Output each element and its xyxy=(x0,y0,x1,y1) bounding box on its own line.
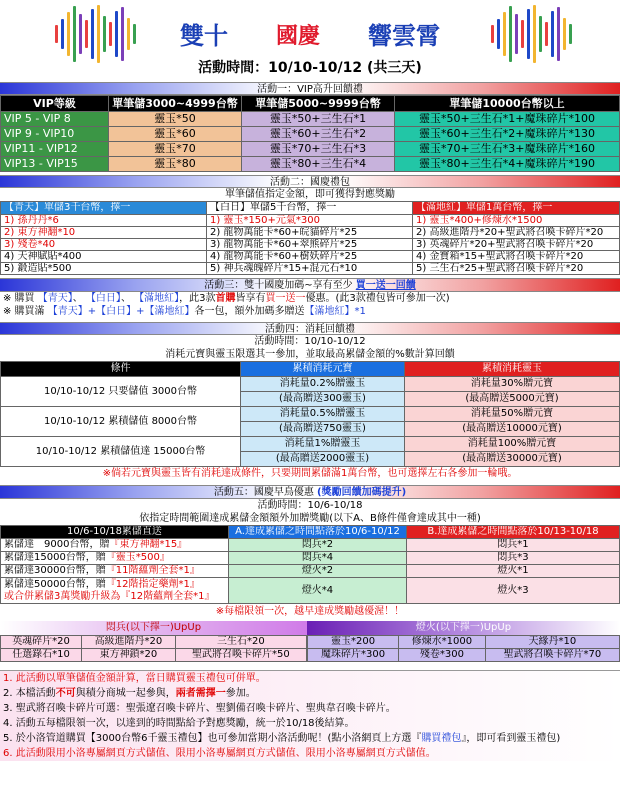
decorative-bar xyxy=(551,11,554,57)
vip-table xyxy=(0,95,620,172)
early-cond-reward: 『東方神翻*15』 xyxy=(109,539,188,550)
table-row xyxy=(1,552,620,565)
decorative-bar xyxy=(61,19,64,49)
consume-b1: 消耗量50%贈元寶 xyxy=(405,407,620,422)
pick-item: 任選錄石*10 xyxy=(1,649,82,662)
decorative-bar xyxy=(497,19,500,49)
table-row xyxy=(1,636,307,649)
note-5 xyxy=(0,731,620,746)
decorative-bar xyxy=(545,22,548,46)
consume-header-row xyxy=(1,362,620,377)
a3-line1-mid2: 皆享有 xyxy=(235,293,266,304)
early-cond xyxy=(1,565,229,578)
a3-line1-post: 優惠。(此3款禮包皆可參加一次) xyxy=(305,293,450,304)
early-cond-upgrade: 或合併累儲3萬獎勵升級為『12階蘊劑全套*1』 xyxy=(4,590,215,602)
decorative-bar xyxy=(85,20,88,48)
vip-level: VIP 5 - VIP 8 xyxy=(1,112,109,127)
note-5-post: 』，即可看到靈玉禮包) xyxy=(461,733,561,744)
pick-item: 聖武將召喚卡碎片*50 xyxy=(175,649,306,662)
table-row xyxy=(1,112,620,127)
pack-item: 5) 三生石*25+聖武將召喚卡碎片*20 xyxy=(413,263,620,275)
early-cond xyxy=(1,539,229,552)
vip-reward-b: 靈玉*80+三生石*4 xyxy=(242,157,395,172)
a4-heading: 活動四：消耗回饋禮 xyxy=(0,322,620,335)
a3-line-1: ※ 購買 【青天】、 【白日】、 【滿地紅】，此3款首購皆享有買一送一優惠。(此3款禮包皆可參加一次) xyxy=(0,292,620,305)
pack-item: 2) 高級進階丹*20+聖武將召喚卡碎片*20 xyxy=(413,227,620,239)
pick-right-head: 燈火(以下擇一)UpUp xyxy=(307,621,620,635)
decorative-bar xyxy=(563,18,566,50)
table-row xyxy=(1,539,620,552)
vip-header-tier-b: 單筆儲5000~9999台幣 xyxy=(242,96,395,112)
title-part-a: 雙十 xyxy=(180,22,228,50)
vip-reward-a: 靈玉*60 xyxy=(109,127,242,142)
vip-header-row xyxy=(1,96,620,112)
decorative-bar xyxy=(121,7,124,61)
early-cond-pre: 累儲達15000台幣，贈 xyxy=(4,552,106,563)
header-banner xyxy=(0,0,620,82)
a3-line2-mid: 各一包，額外加碼多贈送 xyxy=(194,306,305,317)
vip-header-tier-a: 單筆儲3000~4999台幣 xyxy=(109,96,242,112)
decorative-bar xyxy=(557,7,560,61)
early-cond-pre: 累儲達50000台幣，贈 xyxy=(4,578,106,590)
a3-pack-qingtian: 【青天】 xyxy=(37,293,73,304)
table-row xyxy=(308,649,620,662)
early-cond-pre: 累儲達 9000台幣，贈 xyxy=(4,539,110,550)
consume-b2: (最高贈送30000元寶) xyxy=(405,452,620,467)
a5-note: ※每檔限領一次，越早達成獎勵越優渥！！ xyxy=(0,604,620,619)
note-4: 4. 活動五每檔限領一次，以達到的時間點給予對應獎勵，統一於10/18後結算。 xyxy=(3,718,355,729)
early-reward-a: 悶兵*4 xyxy=(229,552,407,565)
pick-right-panel xyxy=(307,621,620,662)
note-2 xyxy=(0,686,620,701)
pick-item: 聖武將召喚卡碎片*70 xyxy=(485,649,619,662)
pick-item: 殘卷*300 xyxy=(399,649,486,662)
decorative-bars-left xyxy=(50,4,140,64)
pick-item: 英魂碎片*20 xyxy=(1,636,82,649)
consume-b2: (最高贈送10000元寶) xyxy=(405,422,620,437)
consume-b2: (最高贈送5000元寶) xyxy=(405,392,620,407)
a3-line1-first: 首購 xyxy=(215,293,236,304)
consume-cond: 10/10-10/12 累積儲值 8000台幣 xyxy=(1,407,241,437)
pack-item: 5) 神兵魂魄碎片*15+混元石*10 xyxy=(207,263,413,275)
decorative-bar xyxy=(133,24,136,44)
pack-qingtian-head: 【青天】單儲3千台幣，擇一 xyxy=(1,202,207,215)
a4-note: ※倘若元寶與靈玉皆有消耗達成條件，只要期間累儲滿1萬台幣，也可選擇左右各參加一輪哦。 xyxy=(0,467,620,481)
a2-subtitle: 單筆儲值指定金額，即可獲得對應獎勵 xyxy=(0,188,620,201)
decorative-bar xyxy=(533,5,536,63)
pick-item: 天緣丹*10 xyxy=(485,636,619,649)
early-reward-a: 悶兵*2 xyxy=(229,539,407,552)
decorative-bar xyxy=(79,14,82,54)
a2-heading: 活動二：國慶禮包 xyxy=(0,175,620,188)
consume-a2: (最高贈送2000靈玉) xyxy=(241,452,405,467)
consume-a1: 消耗量1%贈靈玉 xyxy=(241,437,405,452)
table-row xyxy=(1,578,620,604)
pick-item: 魔珠碎片*300 xyxy=(308,649,399,662)
early-reward-a: 燈火*2 xyxy=(229,565,407,578)
event-date: 活動時間：10/10-10/12 (共三天) xyxy=(198,60,422,76)
pick-left-head: 悶兵(以下擇一)UpUp xyxy=(0,621,307,635)
a1-heading: 活動一：VIP高升回饋禮 xyxy=(0,82,620,95)
pack-item: 1) 孫丹丹*6 xyxy=(1,215,207,227)
consume-a1: 消耗量0.2%贈靈玉 xyxy=(241,377,405,392)
decorative-bar xyxy=(527,9,530,59)
early-reward-b: 燈火*1 xyxy=(407,565,620,578)
a5-subtitle: 依指定時間範圍達成累儲金額額外加贈獎勵(以下A、B條件僅會達成其中一種) xyxy=(0,512,620,525)
decorative-bar xyxy=(91,9,94,59)
early-cond xyxy=(1,578,229,604)
table-row xyxy=(308,636,620,649)
early-reward-a: 燈火*4 xyxy=(229,578,407,604)
decorative-bar xyxy=(569,24,572,44)
a5-title: 活動五：國慶早鳥優惠 xyxy=(213,487,314,498)
decorative-bar xyxy=(515,14,518,54)
table-row xyxy=(1,227,620,239)
table-row xyxy=(1,127,620,142)
a5-title-highlight: (獎勵回饋加碼提升) xyxy=(317,487,407,498)
decorative-bar xyxy=(491,25,494,43)
table-row xyxy=(1,649,307,662)
consume-a1: 消耗量0.5%贈靈玉 xyxy=(241,407,405,422)
decorative-bar xyxy=(521,20,524,48)
pick-right-table xyxy=(307,635,620,662)
early-bird-header-row xyxy=(1,526,620,539)
pack-item: 4) 金寶箱*15+聖武將召喚卡碎片*20 xyxy=(413,251,620,263)
early-header-a: A.達成累儲之時間點落於10/6-10/12 xyxy=(229,526,407,539)
title-part-c: 響雲霄 xyxy=(367,22,440,50)
early-cond-reward: 『12階指定藥劑*1』 xyxy=(105,578,200,590)
a4-subtitle: 消耗元寶與靈玉限選其一參加，並取最高累儲金額的%數計算回饋 xyxy=(0,348,620,361)
pack-item: 2) 東方神翻*10 xyxy=(1,227,207,239)
a3-heading xyxy=(0,278,620,292)
consume-a2: (最高贈送300靈玉) xyxy=(241,392,405,407)
note-2-post: 參加。 xyxy=(225,688,256,699)
pack-bairi-head: 【白日】單儲5千台幣，擇一 xyxy=(207,202,413,215)
table-row xyxy=(1,437,620,452)
pack-item: 3) 殘卷*40 xyxy=(1,239,207,251)
a5-heading xyxy=(0,485,620,499)
vip-reward-c: 靈玉*80+三生石*4+魔珠碎片*190 xyxy=(395,157,620,172)
gift-pack-table xyxy=(0,201,620,275)
consume-cond: 10/10-10/12 累積儲值達 15000台幣 xyxy=(1,437,241,467)
consume-b1: 消耗量100%贈元寶 xyxy=(405,437,620,452)
a3-pack-bairi: 【白日】 xyxy=(85,293,121,304)
note-5-buy: 購買禮包 xyxy=(421,733,462,744)
table-row xyxy=(1,407,620,422)
table-row xyxy=(1,565,620,578)
decorative-bar xyxy=(55,25,58,43)
early-reward-b: 燈火*3 xyxy=(407,578,620,604)
pick-left-panel xyxy=(0,621,307,662)
notes xyxy=(0,670,620,761)
pack-item: 1) 靈玉*400+修煉水*1500 xyxy=(413,215,620,227)
early-reward-b: 悶兵*1 xyxy=(407,539,620,552)
decorative-bars-right xyxy=(486,4,576,64)
table-row xyxy=(1,239,620,251)
decorative-bar xyxy=(97,5,100,63)
pack-item-text: 1) 靈玉*150+元氣*300 xyxy=(210,215,320,226)
pack-item: 5) 鍛造貼*500 xyxy=(1,263,207,275)
consume-table xyxy=(0,361,620,467)
pick-item: 東方神鎖*20 xyxy=(82,649,176,662)
decorative-bar xyxy=(503,12,506,56)
consume-header-cond: 條件 xyxy=(1,362,241,377)
decorative-bar xyxy=(127,18,130,50)
decorative-bar xyxy=(103,16,106,52)
pack-item: 3) 英魂碎片*20+聖武將召喚卡碎片*20 xyxy=(413,239,620,251)
pack-item: 3) 龍物萬能卡*60+翠熊碎片*25 xyxy=(207,239,413,251)
note-6: 6. 此活動限用小洛專屬網頁方式儲值、限用小洛專屬網頁方式儲值、限用小洛專屬網頁方式儲值。 xyxy=(3,748,436,759)
vip-reward-a: 靈玉*50 xyxy=(109,112,242,127)
pick-left-table xyxy=(0,635,307,662)
note-2-mid: 與積分商城一起參與， xyxy=(75,688,176,699)
vip-header-tier-c: 單筆儲10000台幣以上 xyxy=(395,96,620,112)
note-2-not: 不可 xyxy=(55,688,76,699)
pack-item: 2) 龍物萬能卡*60+皖貓碎片*25 xyxy=(207,227,413,239)
note-2-pre: 2. 本檔活動 xyxy=(3,688,56,699)
note-1: 1. 此活動以單筆儲值金額計算，當日購買靈玉禮包可併單。 xyxy=(3,673,266,684)
vip-reward-b: 靈玉*60+三生石*2 xyxy=(242,127,395,142)
decorative-bar xyxy=(67,12,70,56)
vip-reward-c: 靈玉*70+三生石*3+魔珠碎片*160 xyxy=(395,142,620,157)
a3-pack-mandihong: 【滿地紅】 xyxy=(134,293,180,304)
a3-line-2 xyxy=(0,305,620,318)
early-bird-table xyxy=(0,525,620,604)
a3-title: 活動三：雙十國慶加碼~享有至少 xyxy=(204,280,353,291)
note-2-choose: 兩者需擇一 xyxy=(175,688,226,699)
early-cond-reward: 『靈玉*500』 xyxy=(105,552,170,563)
a3-line1-bogo: 買一送一 xyxy=(265,293,306,304)
vip-reward-c: 靈玉*60+三生石*2+魔珠碎片*130 xyxy=(395,127,620,142)
a3-line2-packs: 【青天】+【白日】+【滿地紅】 xyxy=(47,306,195,317)
a3-line1-mid: ，此3款 xyxy=(179,293,216,304)
consume-cond: 10/10-10/12 只要儲值 3000台幣 xyxy=(1,377,241,407)
pick-item: 靈玉*200 xyxy=(308,636,399,649)
pick-item: 修煉水*1000 xyxy=(399,636,486,649)
consume-header-yuanbao: 累積消耗元寶 xyxy=(241,362,405,377)
a3-title-highlight: 買一送一回饋 xyxy=(355,280,416,291)
decorative-bar xyxy=(539,16,542,52)
a3-line1-pre: ※ 購買 xyxy=(3,293,35,304)
pick-item: 高級進階丹*20 xyxy=(82,636,176,649)
pick-item: 三生石*20 xyxy=(175,636,306,649)
consume-header-lingyu: 累積消耗靈玉 xyxy=(405,362,620,377)
event-title xyxy=(180,12,440,51)
vip-level: VIP 9 - VIP10 xyxy=(1,127,109,142)
a3-line2-bonus: 【滿地紅】*1 xyxy=(304,306,366,317)
reward-pick xyxy=(0,621,620,662)
gift-pack-header-row xyxy=(1,202,620,215)
vip-level: VIP11 - VIP12 xyxy=(1,142,109,157)
title-part-b: 國慶 xyxy=(275,24,320,50)
table-row xyxy=(1,251,620,263)
table-row xyxy=(1,142,620,157)
early-header-b: B.達成累儲之時間點落於10/13-10/18 xyxy=(407,526,620,539)
decorative-bar xyxy=(73,6,76,62)
early-reward-b: 悶兵*3 xyxy=(407,552,620,565)
decorative-bar xyxy=(115,11,118,57)
a4-time: 活動時間：10/10-10/12 xyxy=(0,335,620,348)
pack-mandihong-head: 【滿地紅】單儲1萬台幣，擇一 xyxy=(413,202,620,215)
table-row xyxy=(1,215,620,227)
vip-header-level: VIP等級 xyxy=(1,96,109,112)
pack-item: 4) 龍物萬能卡*60+樹妖碎片*25 xyxy=(207,251,413,263)
pack-item xyxy=(207,215,413,227)
early-header-cond: 10/6-10/18累儲直送 xyxy=(1,526,229,539)
vip-reward-c: 靈玉*50+三生石*1+魔珠碎片*100 xyxy=(395,112,620,127)
consume-a2: (最高贈送750靈玉) xyxy=(241,422,405,437)
decorative-bar xyxy=(109,22,112,46)
table-row xyxy=(1,263,620,275)
vip-reward-a: 靈玉*80 xyxy=(109,157,242,172)
a3-line2-pre: ※ 購買滿 xyxy=(3,306,45,317)
consume-b1: 消耗量30%贈元寶 xyxy=(405,377,620,392)
pack-item: 4) 天神賦貼*400 xyxy=(1,251,207,263)
early-cond-pre: 累儲達30000台幣，贈 xyxy=(4,565,106,576)
a5-time: 活動時間：10/6-10/18 xyxy=(0,499,620,512)
vip-level: VIP13 - VIP15 xyxy=(1,157,109,172)
table-row xyxy=(1,377,620,392)
note-3: 3. 聖武將召喚卡碎片可選：聖張遼召喚卡碎片、聖劉備召喚卡碎片、聖典韋召喚卡碎片。 xyxy=(3,703,396,714)
early-cond xyxy=(1,552,229,565)
note-5-pre: 5. 於小洛管道購買【3000台幣6千靈玉禮包】也可參加當期小洛活動呢！(點小洛網頁上方選『 xyxy=(3,733,422,744)
vip-reward-a: 靈玉*70 xyxy=(109,142,242,157)
early-cond-reward: 『11階蘊劑全套*1』 xyxy=(105,565,200,576)
vip-reward-b: 靈玉*50+三生石*1 xyxy=(242,112,395,127)
table-row xyxy=(1,157,620,172)
vip-reward-b: 靈玉*70+三生石*3 xyxy=(242,142,395,157)
decorative-bar xyxy=(509,6,512,62)
